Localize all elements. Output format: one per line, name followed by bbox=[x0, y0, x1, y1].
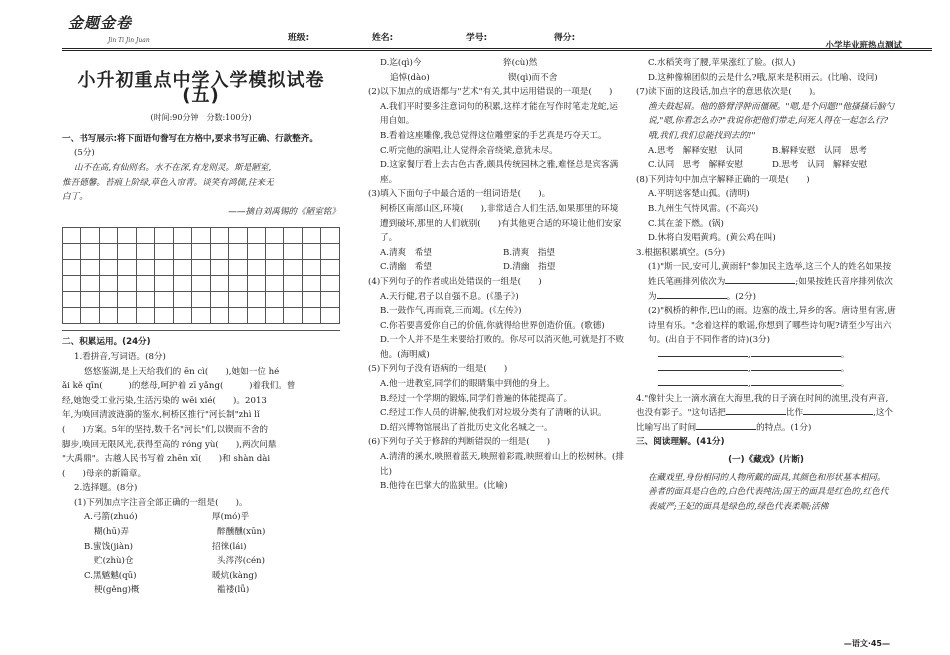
option: B.解释安慰 认同 思考 bbox=[772, 145, 867, 156]
grid-cell[interactable] bbox=[321, 228, 340, 244]
logo-subtitle: Jin Ti Jin Juan bbox=[108, 37, 150, 44]
grid-cell[interactable] bbox=[265, 308, 283, 324]
class-label: 班级: bbox=[288, 33, 310, 43]
q2-8-stem: (8)下列诗句中加点字解释正确的一项是( ) bbox=[636, 174, 810, 185]
grid-cell[interactable] bbox=[210, 308, 228, 324]
option-row bbox=[62, 525, 340, 540]
q2-4-stem: (4)下列句子的作者或出处错误的一组是( ) bbox=[368, 276, 542, 287]
grid-cell[interactable] bbox=[63, 244, 81, 260]
grid-cell[interactable] bbox=[321, 292, 340, 308]
option: A.弓箭(zhuó) bbox=[84, 512, 138, 523]
student-id-label: 学号: bbox=[466, 33, 488, 43]
grid-cell[interactable] bbox=[81, 308, 99, 324]
grid-cell[interactable] bbox=[99, 292, 117, 308]
passage-line: 山不在高,有仙则名。水不在深,有龙则灵。斯是陋室, bbox=[74, 162, 272, 173]
grid-cell[interactable] bbox=[118, 228, 136, 244]
grid-cell[interactable] bbox=[118, 276, 136, 292]
q2-6-stem: (6)下列句子关于修辞的判断错误的一组是( ) bbox=[368, 437, 551, 448]
reading-paragraph: 善者的面具是白色的,白色代表纯洁;国王的面具是红色的,红色代表威严;王妃的面具是绿色的,绿色代表柔顺;活佛 bbox=[648, 487, 889, 512]
grid-cell[interactable] bbox=[81, 244, 99, 260]
grid-cell[interactable] bbox=[118, 260, 136, 276]
option: A.我们平时要多注意词句的积累,这样才能在写作时笔走龙蛇,运用自如。 bbox=[380, 101, 618, 127]
grid-cell[interactable] bbox=[284, 228, 302, 244]
passage-line: 白丁。 bbox=[62, 192, 88, 203]
grid-row bbox=[63, 228, 340, 244]
divider bbox=[62, 330, 340, 331]
grid-cell[interactable] bbox=[247, 228, 265, 244]
grid-cell[interactable] bbox=[136, 228, 154, 244]
score-label: 得分: bbox=[554, 33, 576, 43]
grid-cell[interactable] bbox=[118, 308, 136, 324]
grid-cell[interactable] bbox=[321, 244, 340, 260]
grid-cell[interactable] bbox=[63, 228, 81, 244]
option: 招徕(lái) bbox=[212, 541, 247, 552]
grid-cell[interactable] bbox=[192, 244, 210, 260]
grid-cell[interactable] bbox=[173, 228, 191, 244]
grid-cell[interactable] bbox=[81, 260, 99, 276]
option-row bbox=[368, 56, 626, 71]
grid-cell[interactable] bbox=[192, 276, 210, 292]
grid-cell[interactable] bbox=[321, 276, 340, 292]
answer-blank[interactable] bbox=[725, 283, 795, 284]
answer-blank[interactable] bbox=[751, 370, 841, 371]
writing-grid[interactable] bbox=[62, 227, 340, 324]
q2-2-stem: (2)以下加点的成语都与"艺术"有关,其中运用错误的一项是( ) bbox=[368, 87, 613, 98]
reading-title: (一)《藏戏》(片断) bbox=[728, 455, 804, 466]
grid-cell[interactable] bbox=[247, 308, 265, 324]
grid-cell[interactable] bbox=[284, 308, 302, 324]
option: B.他待在巴掌大的监狱里。(比喻) bbox=[380, 481, 508, 492]
grid-cell[interactable] bbox=[173, 308, 191, 324]
option: 醉醺醺(xūn) bbox=[217, 527, 266, 538]
option: D.休将白发唱黄鸡。(黄公鸡在叫) bbox=[648, 233, 776, 244]
option-row bbox=[62, 554, 340, 569]
answer-blank[interactable] bbox=[726, 414, 786, 415]
option: 厚(mó)乎 bbox=[212, 512, 250, 523]
grid-cell[interactable] bbox=[192, 308, 210, 324]
grid-cell[interactable] bbox=[173, 276, 191, 292]
question-4 bbox=[636, 392, 896, 436]
option: 猝(cù)然 bbox=[503, 58, 538, 68]
grid-cell[interactable] bbox=[155, 244, 173, 260]
option-row bbox=[368, 71, 626, 86]
option: B.九州生气恃风雷。(不高兴) bbox=[648, 203, 759, 214]
grid-cell[interactable] bbox=[63, 276, 81, 292]
answer-blank[interactable] bbox=[751, 356, 841, 357]
option-row bbox=[368, 246, 626, 261]
grid-cell[interactable] bbox=[118, 292, 136, 308]
passage-line: 惟吾德馨。苔痕上阶绿,草色入帘青。谈笑有鸿儒,往来无 bbox=[62, 177, 274, 188]
name-label: 姓名: bbox=[372, 33, 394, 43]
grid-cell[interactable] bbox=[155, 260, 173, 276]
grid-cell[interactable] bbox=[302, 308, 320, 324]
grid-cell[interactable] bbox=[229, 244, 247, 260]
option: C.其在釜下燃。(锅) bbox=[648, 218, 724, 229]
column-3 bbox=[636, 56, 896, 514]
grid-cell[interactable] bbox=[81, 292, 99, 308]
option-row bbox=[636, 158, 896, 173]
grid-cell[interactable] bbox=[63, 292, 81, 308]
option: A.思考 解释安慰 认同 bbox=[648, 145, 743, 156]
grid-cell[interactable] bbox=[302, 228, 320, 244]
grid-cell[interactable] bbox=[302, 244, 320, 260]
grid-cell[interactable] bbox=[210, 244, 228, 260]
grid-cell[interactable] bbox=[229, 292, 247, 308]
grid-cell[interactable] bbox=[302, 260, 320, 276]
page-number: —语文·45— bbox=[843, 639, 890, 648]
q3-1-stem: (1)"斯一民,安可儿,黄雨轩"参加民主选举,这三个人的姓名如果按姓氏笔画排列依次为 bbox=[648, 262, 892, 287]
option: D.清幽 指望 bbox=[503, 262, 556, 273]
grid-cell[interactable] bbox=[136, 276, 154, 292]
q1-line: 脚步,唤回无限风光,获得至高的 róng yù( ),两次问鼎 bbox=[62, 439, 277, 450]
grid-cell[interactable] bbox=[192, 228, 210, 244]
grid-cell[interactable] bbox=[155, 276, 173, 292]
grid-cell[interactable] bbox=[229, 308, 247, 324]
option-row bbox=[62, 583, 340, 598]
option: 梗(gěng)概 bbox=[94, 585, 140, 596]
option-row bbox=[368, 260, 626, 275]
q2-1-stem: (1)下列加点字注音全部正确的一组是( )。 bbox=[74, 497, 248, 508]
grid-cell[interactable] bbox=[302, 276, 320, 292]
q1-line: ( )母亲的新篇章。 bbox=[62, 468, 147, 479]
grid-row bbox=[63, 260, 340, 276]
column-1 bbox=[62, 56, 340, 598]
q1-line: ǎi kě qīn( )的慈母,呵护着 zī yǎng( )着我们。曾 bbox=[62, 381, 296, 392]
grid-cell[interactable] bbox=[155, 292, 173, 308]
grid-row bbox=[63, 244, 340, 260]
header-rule-thin bbox=[62, 50, 932, 51]
section-1-heading: 一、书写展示:将下面语句誊写在方格中,要求书写正确、行款整齐。 bbox=[62, 133, 318, 144]
section-3-heading: 三、阅读理解。(41分) bbox=[636, 437, 725, 448]
option-row bbox=[62, 540, 340, 555]
grid-cell[interactable] bbox=[192, 260, 210, 276]
reading-paragraph: 在藏戏里,身份相同的人物所戴的面具,其颜色和形状基本相同。 bbox=[648, 472, 886, 483]
grid-cell[interactable] bbox=[99, 244, 117, 260]
answer-lines: , 。 , 。 , 。 bbox=[636, 348, 896, 392]
q3-2-stem: (2)"枫桥的种作,巴山的雨。边塞的战士,异乡的客。唐诗里有害,唐诗里有乐。"念着这样的歌谣,你想到了哪些诗句呢?请至少写出六句。(出自于不同作者的诗)(3分) bbox=[648, 306, 896, 346]
option: C.水稻笑弯了腰,苹果涨红了脸。(拟人) bbox=[648, 58, 796, 68]
grid-cell[interactable] bbox=[265, 228, 283, 244]
grid-cell[interactable] bbox=[265, 260, 283, 276]
q3-1-text bbox=[636, 260, 896, 304]
grid-cell[interactable] bbox=[284, 292, 302, 308]
grid-cell[interactable] bbox=[81, 276, 99, 292]
option: A.清清的溪水,映照着蓝天,映照着彩霞,映照着山上的松树林。(排比) bbox=[380, 452, 624, 477]
option-row bbox=[636, 144, 896, 159]
option: D.这家餐厅看上去古色古香,颇具传统园林之雅,难怪总是宾客满座。 bbox=[380, 160, 619, 185]
grid-cell[interactable] bbox=[99, 228, 117, 244]
q1-line: 经,她饱受工业污染,生活污染的 wēi xié( )。2013 bbox=[62, 395, 267, 406]
section-2-heading: 二、积累运用。(24分) bbox=[62, 337, 151, 348]
grid-cell[interactable] bbox=[247, 260, 265, 276]
grid-cell[interactable] bbox=[247, 276, 265, 292]
q2-3-stem: (3)填入下面句子中最合适的一组词语是( )。 bbox=[368, 189, 551, 200]
option: 褴褛(lǚ) bbox=[217, 585, 250, 596]
question-3: 3.根据积累填空。(5分) bbox=[636, 247, 726, 258]
q4-mid2: ,这个比喻写出了时间 bbox=[636, 408, 894, 433]
grid-cell[interactable] bbox=[321, 308, 340, 324]
q2-5-stem: (5)下列句子没有语病的一组是( ) bbox=[368, 364, 508, 375]
q1-line: 悠悠鉴湖,是上天给我们的 ēn cì( ),她如一位 hé bbox=[84, 366, 280, 377]
grid-cell[interactable] bbox=[247, 292, 265, 308]
grid-cell[interactable] bbox=[210, 292, 228, 308]
grid-cell[interactable] bbox=[155, 308, 173, 324]
grid-cell[interactable] bbox=[229, 228, 247, 244]
option: D.思考 认同 解释安慰 bbox=[772, 160, 868, 171]
grid-cell[interactable] bbox=[210, 260, 228, 276]
option: C.认同 思考 解释安慰 bbox=[648, 160, 743, 171]
grid-cell[interactable] bbox=[99, 308, 117, 324]
grid-cell[interactable] bbox=[136, 292, 154, 308]
grid-cell[interactable] bbox=[99, 276, 117, 292]
grid-cell[interactable] bbox=[136, 244, 154, 260]
grid-row bbox=[63, 308, 340, 324]
grid-cell[interactable] bbox=[210, 228, 228, 244]
q1-line: "大禹鼎"。古越人民书写着 zhēn xī( )和 shàn dài bbox=[62, 454, 271, 465]
option: B.蜜饯(jiàn) bbox=[84, 541, 134, 552]
q3-1-mid: ;如果按姓氏音序排列依次为 bbox=[648, 276, 893, 302]
answer-blank[interactable] bbox=[751, 385, 841, 386]
logo: 金题金卷 bbox=[68, 14, 133, 32]
grid-row bbox=[63, 276, 340, 292]
option: 头涔涔(cén) bbox=[217, 556, 265, 567]
grid-cell[interactable] bbox=[302, 292, 320, 308]
grid-cell[interactable] bbox=[247, 244, 265, 260]
option: B.看着这座雕像,我总觉得这位雕塑家的手艺真是巧夺天工。 bbox=[380, 130, 607, 141]
grid-cell[interactable] bbox=[265, 244, 283, 260]
question-1: 1.看拼音,写词语。(8分) bbox=[74, 351, 166, 362]
grid-cell[interactable] bbox=[99, 260, 117, 276]
grid-cell[interactable] bbox=[210, 276, 228, 292]
option: 锲(qì)而不舍 bbox=[508, 72, 558, 83]
option: B.清爽 指望 bbox=[503, 247, 556, 258]
option: B.一鼓作气,再而衰,三而竭。(《左传》) bbox=[380, 306, 522, 317]
grid-cell[interactable] bbox=[173, 260, 191, 276]
passage-source: ——摘自刘禹锡的《陋室铭》 bbox=[228, 206, 340, 217]
answer-blank[interactable] bbox=[803, 414, 873, 415]
answer-blank[interactable] bbox=[658, 370, 748, 371]
page-title: 小升初重点中学入学模拟试卷(五) bbox=[77, 70, 325, 106]
option: 追悼(dào) bbox=[390, 72, 430, 83]
option: C.听完他的演唱,让人觉得余音绕梁,意犹未尽。 bbox=[380, 145, 558, 156]
grid-cell[interactable] bbox=[321, 260, 340, 276]
q4-mid: 比作 bbox=[785, 408, 804, 419]
q2-7-passage: 渔夫鼓起眉。他的胳臂浮肿而僵硬。"嗯,是个问题!"他搔搔后脑勺说,"嗯,你看怎么办?"我说你把他们带走,问死人得在一起怎么行?哦,我们,我们总能找到去的!" bbox=[648, 101, 895, 141]
grid-cell[interactable] bbox=[284, 276, 302, 292]
option: A.平明送客楚山孤。(清明) bbox=[648, 189, 750, 200]
q4-stem: 4."像针尖上一滴水滴在大海里,我的日子滴在时间的流里,没有声音,也没有影子。"这句话把 bbox=[636, 393, 889, 419]
answer-blank[interactable] bbox=[657, 298, 727, 299]
grid-cell[interactable] bbox=[265, 276, 283, 292]
option: C.清幽 希望 bbox=[380, 262, 432, 273]
grid-cell[interactable] bbox=[155, 228, 173, 244]
answer-blank[interactable] bbox=[658, 356, 748, 357]
header-rule bbox=[62, 48, 932, 49]
option: B.经过一个学期的锻炼,同学们普遍的体能提高了。 bbox=[380, 393, 573, 404]
answer-blank[interactable] bbox=[658, 385, 748, 386]
grid-cell[interactable] bbox=[284, 260, 302, 276]
grid-cell[interactable] bbox=[118, 244, 136, 260]
option-row bbox=[62, 510, 340, 525]
q3-1-score: 。(2分) bbox=[726, 291, 756, 302]
grid-cell[interactable] bbox=[284, 244, 302, 260]
option: 暖炕(kàng) bbox=[212, 570, 258, 581]
option: C.黑魆魆(qū) bbox=[84, 570, 137, 581]
grid-cell[interactable] bbox=[63, 260, 81, 276]
grid-cell[interactable] bbox=[136, 308, 154, 324]
exam-info: (时间:90分钟 分数:100分) bbox=[150, 113, 252, 123]
grid-cell[interactable] bbox=[229, 276, 247, 292]
grid-cell[interactable] bbox=[136, 260, 154, 276]
option: A.他一进教室,同学们的眼睛集中到他的身上。 bbox=[380, 379, 555, 390]
q4-end: 的特点。(1分) bbox=[756, 422, 812, 433]
q1-line: 年,为唤回清波涟漪的鉴水,柯桥区推行"河长制"zhì lǐ bbox=[62, 410, 260, 421]
option-row bbox=[62, 569, 340, 584]
option: D.一个人并不是生来要给打败的。你尽可以消灭他,可就是打不败他。(海明威) bbox=[380, 335, 625, 360]
option: C.经过工作人员的讲解,使我们对垃圾分类有了清晰的认识。 bbox=[380, 408, 607, 419]
grid-cell[interactable] bbox=[63, 308, 81, 324]
option: C.你若要喜爱你自己的价值,你就得给世界创造价值。(歌德) bbox=[380, 320, 605, 331]
grid-cell[interactable] bbox=[173, 244, 191, 260]
option: D.这种像棉团似的云是什么?哦,原来是积雨云。(比喻、设问) bbox=[648, 72, 878, 83]
section-1-score: (5分) bbox=[74, 148, 95, 159]
option: A.天行健,君子以自强不息。(《墨子》) bbox=[380, 291, 519, 302]
grid-cell[interactable] bbox=[173, 292, 191, 308]
q2-3-passage: 柯桥区南部山区,环境( ),非常适合人们生活,如果那里的环境遭到破坏,那里的人们就别( )有其他更合适的环境让他们安家了。 bbox=[380, 203, 622, 244]
option: 贮(zhù)仓 bbox=[94, 556, 134, 567]
option: 糊(hū)弄 bbox=[94, 527, 129, 538]
q1-line: ( )方案。5年的坚持,数千名"河长"们,以锲而不舍的 bbox=[62, 424, 269, 435]
grid-cell[interactable] bbox=[265, 292, 283, 308]
grid-row bbox=[63, 292, 340, 308]
answer-blank[interactable] bbox=[696, 429, 756, 430]
column-2 bbox=[368, 56, 626, 494]
option: D.绍兴博物馆展出了首批历史文化名城之一。 bbox=[380, 422, 553, 433]
option: A.清爽 希望 bbox=[380, 247, 432, 258]
question-2: 2.选择题。(8分) bbox=[74, 483, 138, 494]
grid-cell[interactable] bbox=[229, 260, 247, 276]
grid-cell[interactable] bbox=[81, 228, 99, 244]
option: D.迄(qì)今 bbox=[380, 58, 422, 68]
q2-7-stem: (7)读下面的这段话,加点字的意思依次是( )。 bbox=[636, 87, 821, 98]
series-title: 小学毕业班热点测试 bbox=[825, 41, 902, 51]
page-header bbox=[0, 0, 950, 51]
grid-cell[interactable] bbox=[192, 292, 210, 308]
